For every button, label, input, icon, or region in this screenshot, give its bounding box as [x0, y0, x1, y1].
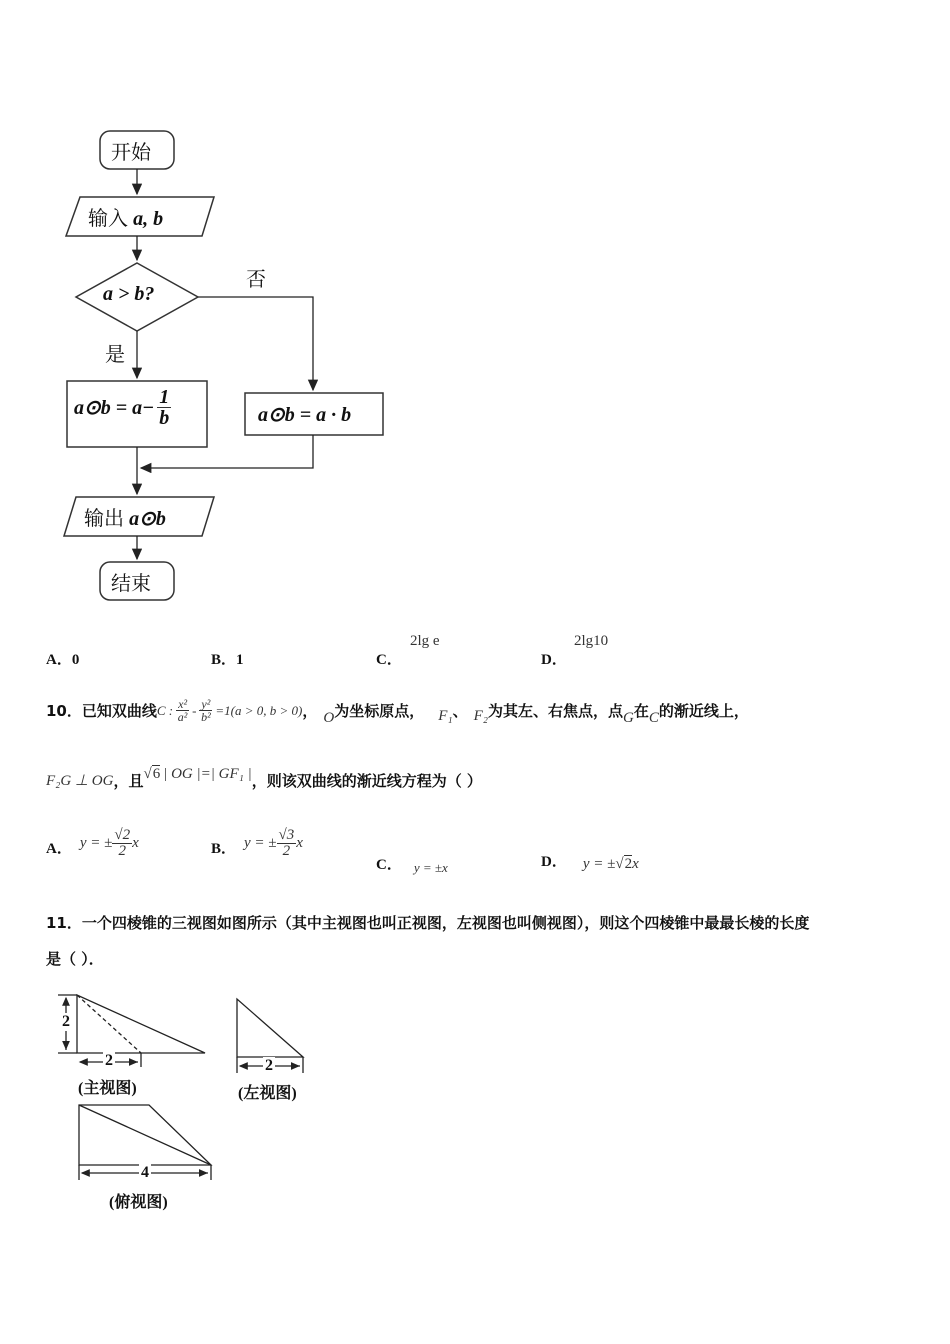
- q10-line1: 10． 已知双曲线 C : $\frac{\text{x²}}{\text{a²}}$ - $\frac{\text{y²}}{\text{b²}}$ =1(a > 0, b > 0) ， O 为坐标原点， F₁ 、 F₂ 为其左、右焦点，点 G 在 C 的渐近线上，: [46, 697, 749, 726]
- front-view-label: (主视图): [78, 1080, 137, 1097]
- q9-option-d: D．: [541, 652, 567, 668]
- q9-option-c-value: 2lg e: [410, 633, 440, 649]
- side-width-dim: 2: [265, 1057, 273, 1074]
- top-width-dim: 4: [141, 1164, 149, 1181]
- input-label: 输入 a, b: [88, 206, 164, 230]
- q9-option-b: B．1: [211, 652, 244, 668]
- q10-option-b: B． y = ± $\frac{√3}{2}$ x: [211, 827, 303, 859]
- three-views-figure: [0, 985, 340, 1225]
- yes-label: 是: [105, 342, 125, 366]
- decision-label: a > b?: [103, 283, 155, 305]
- q10-option-a: A． y = ± $\frac{√2}{2}$ x: [46, 827, 139, 859]
- no-box-formula: a⊙b = a · b: [258, 404, 352, 426]
- start-label: 开始: [111, 140, 151, 164]
- q11-line2: 是（ ）．: [46, 950, 104, 968]
- q10-line2: F₂G ⊥ OG ，且 √6 | OG |=| GF₁ | ，则该双曲线的渐近线方程为（ ）: [46, 766, 482, 790]
- q11-line1: 11．一个四棱锥的三视图如图所示（其中主视图也叫正视图，左视图也叫侧视图），则这个四棱锥中最最长棱的长度: [46, 914, 810, 932]
- front-view: [58, 995, 205, 1067]
- q10-option-c: C． y = ±x: [376, 857, 448, 875]
- top-view-label: (俯视图): [109, 1194, 168, 1211]
- end-label: 结束: [111, 571, 151, 595]
- front-height-dim: 2: [62, 1013, 70, 1030]
- front-width-dim: 2: [105, 1052, 113, 1069]
- q9-option-c: C．: [376, 652, 402, 668]
- no-label: 否: [246, 267, 266, 291]
- q9-option-a: A．0: [46, 652, 80, 668]
- side-view-label: (左视图): [238, 1085, 297, 1102]
- flowchart-lines: [0, 0, 420, 620]
- output-label: 输出 a⊙b: [84, 506, 166, 530]
- q9-option-d-value: 2lg10: [574, 633, 609, 649]
- q10-option-d: D． y = ± √2 x: [541, 854, 639, 872]
- yes-box-formula: a⊙b = a− $\frac{1}{b}$: [74, 386, 170, 429]
